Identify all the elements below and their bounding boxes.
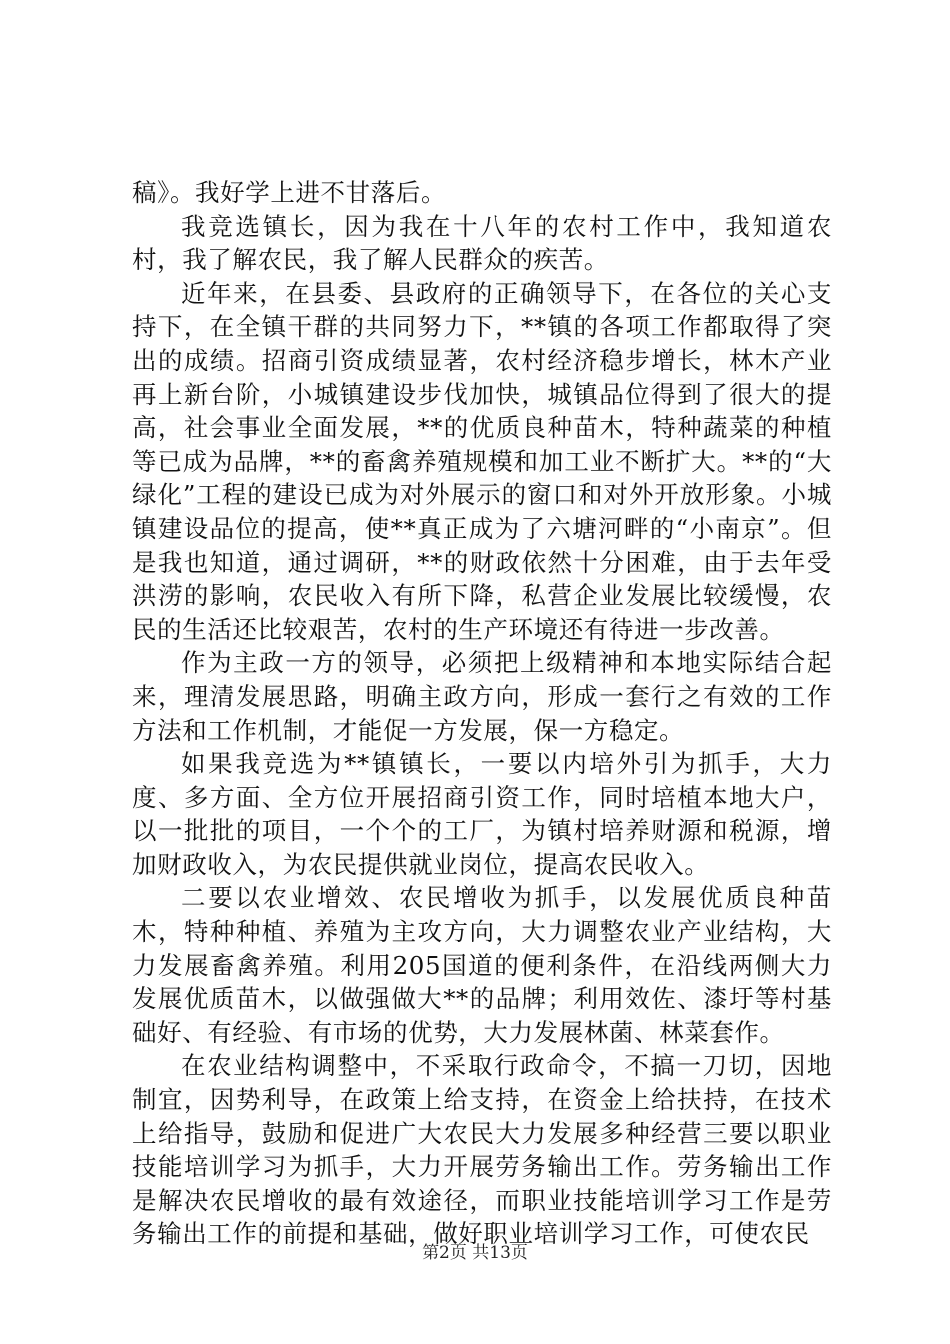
body-text <box>132 176 832 1251</box>
paragraph: 近年来，在县委、县政府的正确领导下，在各位的关心支持下，在全镇干群的共同努力下，**镇的各项工作都取得了突出的成绩。招商引资成绩显著，农村经济稳步增长，林木产业再上新台阶，小城镇建设步伐加快，城镇品位得到了很大的提高，社会事业全面发展，**的优质良种苗木，特种蔬菜的种植等已成为品牌，**的畜禽养殖规模和加工业不断扩大。**的“大绿化”工程的建设已成为对外展示的窗口和对外开放形象。小城镇建设品位的提高，使**真正成为了六塘河畔的“小南京”。但是我也知道，通过调研，**的财政依然十分困难，由于去年受洪涝的影响，农民收入有所下降，私营企业发展比较缓慢，农民的生活还比较艰苦，农村的生产环境还有待进一步改善。 <box>132 278 832 644</box>
paragraph: 在农业结构调整中，不采取行政命令，不搞一刀切，因地制宜，因势利导，在政策上给支持，在资金上给扶持，在技术上给指导，鼓励和促进广大农民大力发展多种经营三要以职业技能培训学习为抓手，大力开展劳务输出工作。劳务输出工作是解决农民增收的最有效途径，而职业技能培训学习工作是劳务输出工作的前提和基础，做好职业培训学习工作，可使农民 <box>132 1051 832 1249</box>
page-number-footer: 第2页 共13页 <box>422 1243 528 1263</box>
paragraph-continuation: 稿》。我好学上进不甘落后。 <box>132 178 447 207</box>
paragraph: 二要以农业增效、农民增收为抓手，以发展优质良种苗木，特种种植、养殖为主攻方向，大力调整农业产业结构，大力发展畜禽养殖。利用205国道的便利条件，在沿线两侧大力发展优质苗木，以做强做大**的品牌；利用效佐、漆圩等村基础好、有经验、有市场的优势，大力发展林菌、林菜套作。 <box>132 883 832 1047</box>
paragraph: 我竞选镇长，因为我在十八年的农村工作中，我知道农村，我了解农民，我了解人民群众的疾苦。 <box>132 211 832 275</box>
paragraph: 作为主政一方的领导，必须把上级精神和本地实际结合起来，理清发展思路，明确主政方向，形成一套行之有效的工作方法和工作机制，才能促一方发展，保一方稳定。 <box>132 648 832 745</box>
paragraph: 如果我竞选为**镇镇长，一要以内培外引为抓手，大力度、多方面、全方位开展招商引资工作，同时培植本地大户，以一批批的项目，一个个的工厂，为镇村培养财源和税源，增加财政收入，为农民提供就业岗位，提高农民收入。 <box>132 749 832 879</box>
